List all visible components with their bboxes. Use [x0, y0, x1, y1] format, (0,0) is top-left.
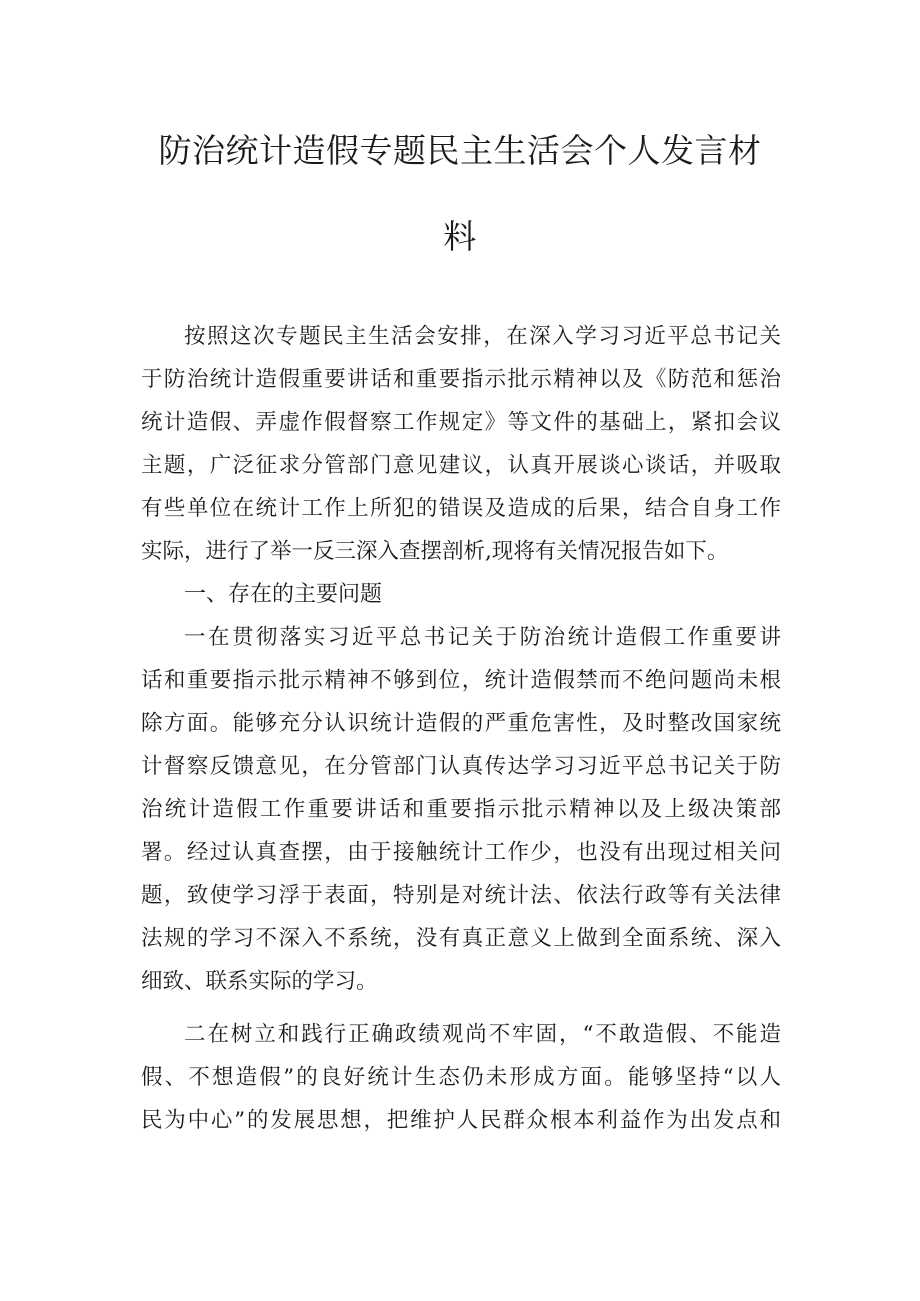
paragraph-2-line: 话和重要指示批示精神不够到位，统计造假禁而不绝问题尚未根 [141, 668, 781, 693]
paragraph-1-line: 于防治统计造假重要讲话和重要指示批示精神以及《防范和惩治 [141, 367, 781, 392]
paragraph-2-line: 治统计造假工作重要讲话和重要指示批示精神以及上级决策部 [141, 797, 781, 822]
paragraph-2-line: 法规的学习不深入不系统，没有真正意义上做到全面系统、深入 [141, 926, 781, 951]
paragraph-2-line: 细致、联系实际的学习。 [141, 969, 378, 994]
paragraph-2-line: 计督察反馈意见，在分管部门认真传达学习习近平总书记关于防 [141, 754, 781, 779]
document-title-line-1: 防治统计造假专题民主生活会个人发言材 [158, 131, 762, 170]
paragraph-3-line: 假、不想造假”的良好统计生态仍未形成方面。能够坚持“以人 [141, 1065, 781, 1090]
paragraph-2-line: 一在贯彻落实习近平总书记关于防治统计造假工作重要讲 [184, 625, 781, 650]
paragraph-1-line: 主题，广泛征求分管部门意见建议，认真开展谈心谈话，并吸取 [141, 453, 781, 478]
paragraph-3-line: 民为中心”的发展思想，把维护人民群众根本利益作为出发点和 [141, 1108, 781, 1133]
paragraph-3-line: 二在树立和践行正确政绩观尚不牢固，“不敢造假、不能造 [184, 1022, 781, 1047]
paragraph-1-line: 统计造假、弄虚作假督察工作规定》等文件的基础上，紧扣会议 [141, 410, 781, 435]
paragraph-2-line: 除方面。能够充分认识统计造假的严重危害性，及时整改国家统 [141, 711, 781, 736]
document-title-line-2: 料 [443, 217, 477, 256]
paragraph-1-line: 实际，进行了举一反三深入查摆剖析,现将有关情况报告如下。 [141, 539, 729, 564]
section-heading: 一、存在的主要问题 [184, 582, 383, 607]
paragraph-2-line: 署。经过认真查摆，由于接触统计工作少，也没有出现过相关问 [141, 840, 781, 865]
paragraph-1-line: 有些单位在统计工作上所犯的错误及造成的后果，结合自身工作 [141, 496, 781, 521]
paragraph-1-line: 按照这次专题民主生活会安排，在深入学习习近平总书记关 [184, 324, 781, 349]
paragraph-2-line: 题，致使学习浮于表面，特别是对统计法、依法行政等有关法律 [141, 883, 781, 908]
